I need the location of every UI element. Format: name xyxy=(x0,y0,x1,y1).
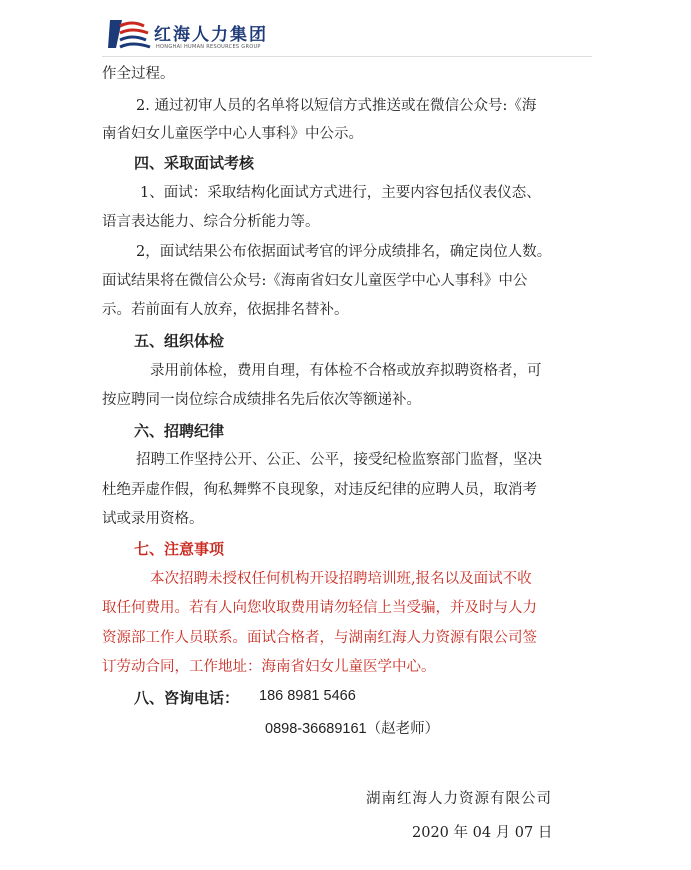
logo-mark-icon xyxy=(106,16,152,52)
paragraph-line: 杜绝弄虚作假，徇私舞弊不良现象，对违反纪律的应聘人员，取消考 xyxy=(102,482,537,498)
logo-name: 红海人力集团 xyxy=(154,25,268,45)
paragraph-line: 面试结果将在微信公众号:《海南省妇女儿童医学中心人事科》中公 xyxy=(102,273,528,289)
paragraph-line: 录用前体检，费用自理，有体检不合格或放弃拟聘资格者，可 xyxy=(150,363,542,379)
paragraph-line: 按应聘同一岗位综合成绩排名先后依次等额递补。 xyxy=(102,392,421,408)
phone-number: 0898-36689161（赵老师） xyxy=(265,721,440,737)
paragraph-line: 试或录用资格。 xyxy=(102,511,204,527)
section-heading: 五、组织体检 xyxy=(134,332,225,350)
section-heading: 七、注意事项 xyxy=(134,540,225,558)
header-divider xyxy=(102,56,592,57)
notice-line: 取任何费用。若有人向您收取费用请勿轻信上当受骗，并及时与人力 xyxy=(102,600,537,616)
issue-date: 2020 年 04 月 07 日 xyxy=(412,825,553,841)
notice-line: 本次招聘未授权任何机构开设招聘培训班,报名以及面试不收 xyxy=(150,571,532,587)
section-heading: 八、咨询电话： xyxy=(134,689,240,707)
paragraph-line: 南省妇女儿童医学中心人事科》中公示。 xyxy=(102,126,363,142)
paragraph-line: 2，面试结果公布依据面试考官的评分成绩排名，确定岗位人数。 xyxy=(136,244,552,260)
notice-line: 订劳动合同，工作地址：海南省妇女儿童医学中心。 xyxy=(102,659,436,675)
paragraph-line: 语言表达能力、综合分析能力等。 xyxy=(102,214,320,230)
paragraph-line: 2. 通过初审人员的名单将以短信方式推送或在微信公众号:《海 xyxy=(136,98,537,114)
company-signature: 湖南红海人力资源有限公司 xyxy=(366,791,552,807)
company-logo xyxy=(106,14,266,54)
notice-line: 资源部工作人员联系。面试合格者，与湖南红海人力资源有限公司签 xyxy=(102,630,537,646)
section-heading: 六、招聘纪律 xyxy=(134,422,225,440)
paragraph-line: 示。若前面有人放弃，依据排名替补。 xyxy=(102,302,349,318)
section-heading: 四、采取面试考核 xyxy=(134,154,255,172)
paragraph-line: 招聘工作坚持公开、公正、公平，接受纪检监察部门监督，坚决 xyxy=(136,452,542,468)
paragraph-line: 1、面试：采取结构化面试方式进行，主要内容包括仪表仪态、 xyxy=(140,185,541,201)
paragraph-line: 作全过程。 xyxy=(102,66,175,82)
phone-number: 186 8981 5466 xyxy=(259,688,356,704)
logo-english-name: HONGHAI HUMAN RESOURCES GROUP xyxy=(156,44,261,50)
